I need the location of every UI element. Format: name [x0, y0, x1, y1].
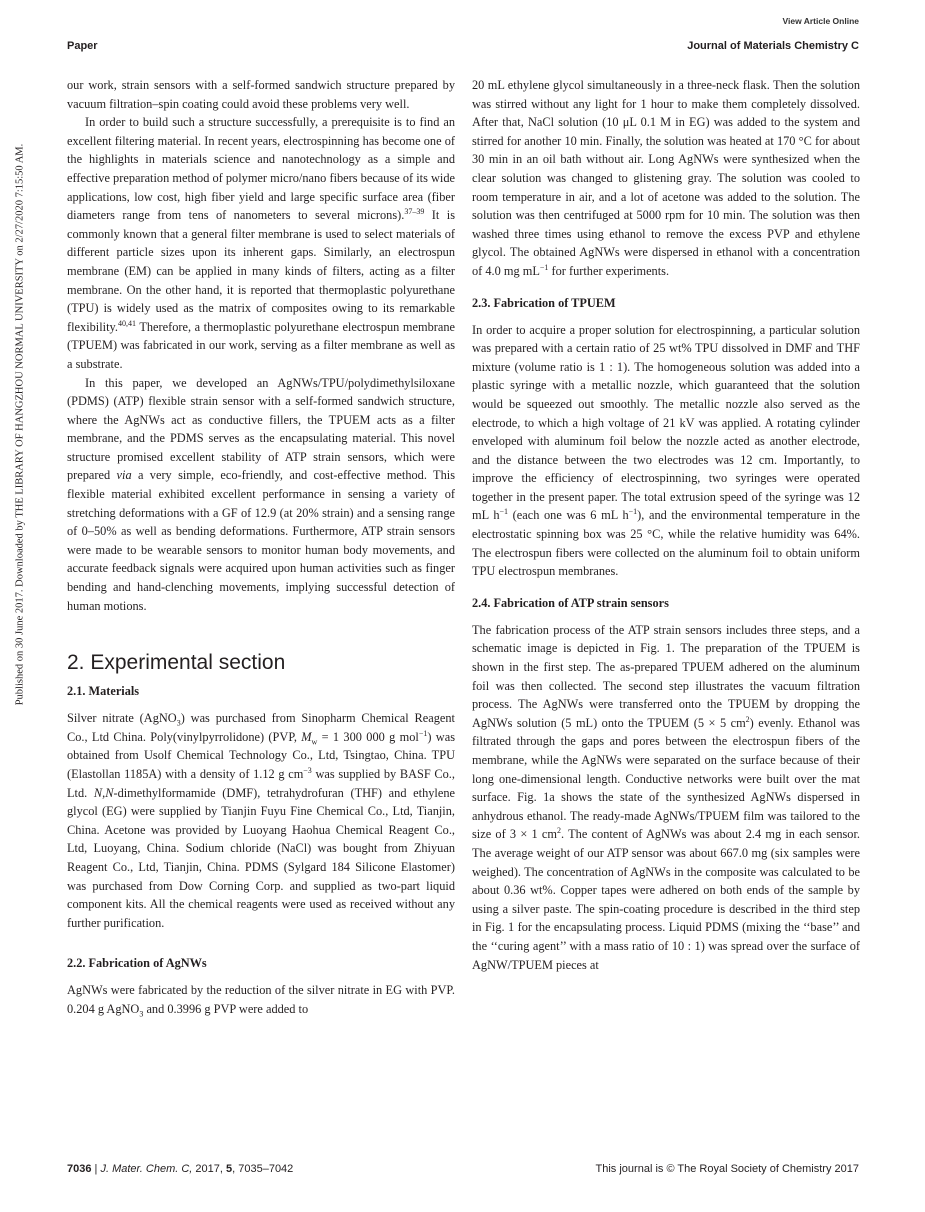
- paragraph: 20 mL ethylene glycol simultaneously in a three-neck flask. Then the solution was stirred without any light for 1 hour to make them completely dissolved. After that, NaCl solution (10 μL 0.1 M in EG) was added to the system and stirred for another 10 min. Finally, the solution was heated at 170 °C for about 30 min in an oil bath without air. Long AgNWs were synthesized when the clear solution was changed to glistening gray. The solution was cooled to room temperature in air, and a lot of acetone was added to the solution. The solution was then centrifuged at 5000 rpm for 10 min. The solution was then washed three times using ethanol to remove the excess PVP and ethylene glycol. The obtained AgNWs were dispersed in ethanol with a concentration of 4.0 mg $mL^{-1}$ for further experiments.: [472, 78, 860, 278]
- paragraph: In order to acquire a proper solution for electrospinning, a particular solution was prepared with a certain ratio of 25 wt% TPU dissolved in DMF and THF mixture (volume ratio is 1 : 1). The homogeneous solution was added into a plastic syringe with a metallic nozzle, which guaranteed that the solution would be squeezed out smoothly. The metallic nozzle also served as the electrode, to which a high voltage of 21 kV was applied. A rotating cylinder enveloped with aluminum foil below the nozzle acted as another electrode, and the distance between the two electrodes was 12 cm. Importantly, to improve the efficiency of electrospinning, two syringes were operated together in the present paper. The total extrusion speed of the syringe was 12 mL $h^{-1}$ (each one was 6 mL $h^{-1}$), and the environmental temperature in the electrostatic spinning box was 25 °C, while the relative humidity was 64%. The electrospun fibers were collected on the aluminum foil to obtain uniform TPU electrospun membranes.: [472, 322, 860, 579]
- page-number: 7036: [67, 1163, 92, 1175]
- paragraph: In order to build such a structure successfully, a prerequisite is to find an excellent filtering material. In recent years, electrospinning has become one of the highlights in materials science and nanotechnology as a simple and effective preparation method of polymer micro/nano fibers because of its wide applications, low cost, high fiber yield and large specific surface area (fiber diameters range from tens of nanometers to several microns).$^{37-39}$ It is commonly known that a general filter membrane is used to select materials of different particle sizes upon its inherent gaps. Similarly, an electrospun membrane (EM) can be applied in many kinds of filters, acting as a filter membrane. On the other hand, it is reported that thermoplastic polyurethane (TPU) is widely used as the matrix of composites owing to its remarkable flexibility.$^{40,41}$ Therefore, a thermoplastic polyurethane electrospun membrane (TPUEM) was fabricated in our work, serving as a filter membrane as well as a substrate.: [67, 115, 455, 371]
- subsection-title: 2.2. Fabrication of AgNWs: [67, 956, 207, 971]
- citation[interactable]: 40,41: [117, 318, 136, 328]
- publication-side-note: [14, 105, 26, 745]
- footer-copyright: This journal is © The Royal Society of Chemistry 2017: [595, 1163, 859, 1175]
- section-title: 2. Experimental section: [67, 651, 286, 675]
- paragraph: Silver nitrate (AgNO$_3$) was purchased from Sinopharm Chemical Reagent Co., Ltd China. Poly(vinylpyrrolidone) (PVP, $M_w = 1$ 300 000 g mol$^{-1}$) was obtained from Usolf Chemical Technology Co., Ltd, Tsingtao, China. TPU (Elastollan 1185A) with a density of 1.12 g $cm^{-3}$ was supplied by BASF Co., Ltd. N,N-dimethylformamide (DMF), tetrahydrofuran (THF) and ethylene glycol (EG) were supplied by Tianjin Fuyu Fine Chemical Co., Ltd, Tianjin, China. Acetone was provided by Luoyang Haohua Chemical Reagent Co., Ltd, Luoyang, China. Sodium chloride (NaCl) was bought from Zhiyuan Reagent Co., Ltd, Tianjin, China. PDMS (Sylgard 184 Silicone Elastomer) was purchased from Dow Corning Corp. and supplied as two-part liquid component kits. All the chemical reagents were used as received without any further purification.: [67, 711, 455, 930]
- paragraph: our work, strain sensors with a self-formed sandwich structure prepared by vacuum filtration–spin coating could avoid these problems very well.: [67, 78, 455, 111]
- paragraph: The fabrication process of the ATP strain sensors includes three steps, and a schematic image is depicted in Fig. 1. The preparation of the TPUEM is shown in the first step. The as-prepared TPUEM adhered on the aluminum foil was then collected. The second step illustrates the vacuum filtration process. The AgNWs were transferred onto the TPUEM by dropping the AgNWs solution (5 mL) onto the TPUEM (5 × 5 $cm^2$) evenly. Ethanol was filtrated through the gaps and pores between the electrospun fibers of the membrane, while the AgNWs were separated on the surface because of their long one-dimensional length. Conductive networks were built over the mat surface. Fig. 1a shows the state of the synthesized AgNWs dispersed in anhydrous ethanol. The ready-made AgNWs/TPUEM film was tailored to the size of 3 × 1 $cm^2$. The content of AgNWs was about 2.4 mg in each sensor. The average weight of our ATP sensor was about 667.0 mg (six samples were weighed). The concentration of AgNWs in the composite was calculated to be about 0.36 wt%. Copper tapes were adhered on both ends of the sample by using a silver paste. The spin-coating procedure is described in the third step in Fig. 1 for the encapsulating process. Liquid PDMS (mixing the ‘‘base’’ and the ‘‘curing agent’’ with a mass ratio of 10 : 1) was spread over the surface of AgNW/TPUEM pieces at: [472, 622, 860, 972]
- side-note-text: Published on 30 June 2017. Downloaded by THE LIBRARY OF HANGZHOU NORMAL UNIVERSITY on 2/27/2020 7:15:50 AM.: [14, 143, 26, 706]
- footer-citation: 7036 | J. Mater. Chem. C, 2017, 5, 7035–7042: [67, 1163, 294, 1175]
- header-journal-name: Journal of Materials Chemistry C: [687, 40, 859, 52]
- paragraph: AgNWs were fabricated by the reduction of the silver nitrate in EG with PVP. 0.204 g AgNO$_3$ and 0.3996 g PVP were added to: [67, 983, 455, 1019]
- right-column: [472, 76, 860, 974]
- left-column: [67, 76, 455, 1019]
- subsection-title: 2.1. Materials: [67, 684, 140, 699]
- citation[interactable]: 37–39: [404, 207, 425, 217]
- paragraph: In this paper, we developed an AgNWs/TPU/polydimethylsiloxane (PDMS) (ATP) flexible strain sensor with a self-formed sandwich structure, where the AgNWs act as conductive fillers, the TPUEM acts as a filter membrane, and the PDMS serves as the encapsulating material. This novel structure promised excellent stability of ATP strain sensors, which were prepared via a very simple, eco-friendly, and cost-effective method. This flexible material exhibited excellent performance in sensing a variety of stretching deformations with a GF of 12.9 (at 20% strain) and a sensing range of 0–50% as well as bending deformations. Furthermore, ATP strain sensors were made to be wearable sensors to monitor human body movements, and accurate feedback signals were acquired upon human activities such as finger bending and hand-clenching movements, implying successful detection of human motions.: [67, 375, 456, 613]
- subsection-title: 2.3. Fabrication of TPUEM: [472, 295, 616, 310]
- subsection-title: 2.4. Fabrication of ATP strain sensors: [472, 595, 669, 610]
- view-article-online-link[interactable]: View Article Online: [782, 16, 859, 26]
- header-section-label: Paper: [67, 40, 98, 52]
